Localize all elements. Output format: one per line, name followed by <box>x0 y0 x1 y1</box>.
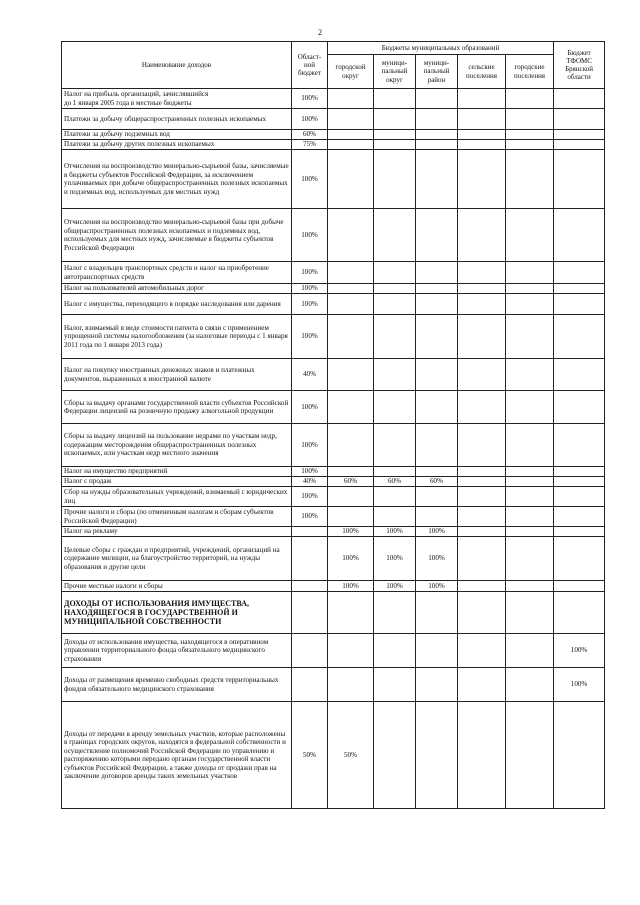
municipal-okrug-share-cell <box>374 668 416 702</box>
municipal-okrug-share-cell <box>374 391 416 424</box>
gorodskoy-okrug-share-cell <box>328 209 374 262</box>
rural-settlements-share-cell <box>458 592 506 634</box>
revenue-name-cell: Доходы от передачи в аренду земельных участков, которые расположены в границах городских округов, находятся в федеральной собственности и осуществление полномочий Российской Федерации по управлению и распоряжению которыми передано органам государственной власти субъектов Российской Федерации, а также доходы от продажи прав на заключение договоров аренды таких земельных участков <box>62 702 292 809</box>
rural-settlements-share-cell <box>458 581 506 592</box>
municipal-rayon-share-cell <box>416 359 458 391</box>
urban-settlements-share-cell <box>506 592 554 634</box>
gorodskoy-okrug-share-cell <box>328 130 374 140</box>
revenue-name-cell: ДОХОДЫ ОТ ИСПОЛЬЗОВАНИЯ ИМУЩЕСТВА, НАХОДЯЩЕГОСЯ В ГОСУДАРСТВЕННОЙ И МУНИЦИПАЛЬНОЙ СОБСТВЕННОСТИ <box>62 592 292 634</box>
urban-settlements-share-cell <box>506 140 554 150</box>
table-row <box>62 634 605 668</box>
oblast-share-cell: 100% <box>292 209 328 262</box>
oblast-share-cell: 100% <box>292 487 328 507</box>
urban-settlements-share-cell <box>506 537 554 581</box>
municipal-okrug-share-cell <box>374 424 416 467</box>
revenue-name-cell: Отчисления на воспроизводство минерально-сырьевой базы при добыче общераспространенных полезных ископаемых и подземных вод, используемых для местных нужд, зачисляемые в бюджеты субъектов Российской Федерации <box>62 209 292 262</box>
oblast-share-cell: 100% <box>292 424 328 467</box>
rural-settlements-share-cell <box>458 507 506 527</box>
table-row <box>62 209 605 262</box>
gorodskoy-okrug-share-cell: 100% <box>328 537 374 581</box>
header-municipal-rayon: муници- пальный район <box>416 55 458 89</box>
urban-settlements-share-cell <box>506 527 554 537</box>
municipal-rayon-share-cell: 100% <box>416 537 458 581</box>
table-row <box>62 668 605 702</box>
table-row <box>62 537 605 581</box>
table-row <box>62 109 605 130</box>
municipal-rayon-share-cell <box>416 487 458 507</box>
municipal-okrug-share-cell <box>374 140 416 150</box>
header-rural-settlements: сельские поселения <box>458 55 506 89</box>
tfoms-share-cell <box>554 140 605 150</box>
municipal-rayon-share-cell <box>416 130 458 140</box>
municipal-rayon-share-cell <box>416 294 458 315</box>
rural-settlements-share-cell <box>458 634 506 668</box>
urban-settlements-share-cell <box>506 294 554 315</box>
gorodskoy-okrug-share-cell: 60% <box>328 477 374 487</box>
table-row <box>62 424 605 467</box>
gorodskoy-okrug-share-cell <box>328 284 374 294</box>
municipal-okrug-share-cell <box>374 634 416 668</box>
tfoms-share-cell <box>554 262 605 284</box>
revenue-name-cell: Налог с продаж <box>62 477 292 487</box>
gorodskoy-okrug-share-cell <box>328 487 374 507</box>
municipal-rayon-share-cell <box>416 89 458 109</box>
municipal-rayon-share-cell <box>416 391 458 424</box>
rural-settlements-share-cell <box>458 140 506 150</box>
municipal-rayon-share-cell <box>416 467 458 477</box>
oblast-share-cell: 100% <box>292 507 328 527</box>
municipal-okrug-share-cell <box>374 294 416 315</box>
revenue-distribution-table <box>61 41 605 809</box>
tfoms-share-cell <box>554 294 605 315</box>
rural-settlements-share-cell <box>458 477 506 487</box>
header-municipal-okrug: муници- пальный округ <box>374 55 416 89</box>
rural-settlements-share-cell <box>458 262 506 284</box>
table-row <box>62 702 605 809</box>
municipal-okrug-share-cell: 100% <box>374 527 416 537</box>
municipal-okrug-share-cell <box>374 467 416 477</box>
table-row <box>62 262 605 284</box>
gorodskoy-okrug-share-cell <box>328 109 374 130</box>
tfoms-share-cell <box>554 527 605 537</box>
gorodskoy-okrug-share-cell: 50% <box>328 702 374 809</box>
table-row <box>62 507 605 527</box>
gorodskoy-okrug-share-cell <box>328 424 374 467</box>
oblast-share-cell: 75% <box>292 140 328 150</box>
municipal-okrug-share-cell <box>374 702 416 809</box>
gorodskoy-okrug-share-cell <box>328 467 374 477</box>
municipal-okrug-share-cell <box>374 507 416 527</box>
revenue-name-cell: Платежи за добычу других полезных ископаемых <box>62 140 292 150</box>
header-oblast-budget: Област- ной бюджет <box>292 42 328 89</box>
urban-settlements-share-cell <box>506 507 554 527</box>
gorodskoy-okrug-share-cell <box>328 507 374 527</box>
tfoms-share-cell <box>554 581 605 592</box>
revenue-name-cell: Платежи за добычу подземных вод <box>62 130 292 140</box>
revenue-name-cell: Налог с владельцев транспортных средств и налог на приобретение автотранспортных средств <box>62 262 292 284</box>
table-row <box>62 315 605 359</box>
rural-settlements-share-cell <box>458 89 506 109</box>
urban-settlements-share-cell <box>506 424 554 467</box>
oblast-share-cell: 60% <box>292 130 328 140</box>
revenue-name-cell: Доходы от размещения временно свободных средств территориальных фондов обязательного медицинского страхования <box>62 668 292 702</box>
gorodskoy-okrug-share-cell <box>328 89 374 109</box>
municipal-rayon-share-cell <box>416 315 458 359</box>
gorodskoy-okrug-share-cell <box>328 140 374 150</box>
table-row <box>62 130 605 140</box>
municipal-rayon-share-cell <box>416 702 458 809</box>
urban-settlements-share-cell <box>506 284 554 294</box>
oblast-share-cell <box>292 581 328 592</box>
urban-settlements-share-cell <box>506 209 554 262</box>
rural-settlements-share-cell <box>458 209 506 262</box>
urban-settlements-share-cell <box>506 262 554 284</box>
oblast-share-cell: 50% <box>292 702 328 809</box>
table-row <box>62 150 605 209</box>
revenue-name-cell: Налог на имущество предприятий <box>62 467 292 477</box>
municipal-rayon-share-cell <box>416 209 458 262</box>
oblast-share-cell: 100% <box>292 150 328 209</box>
header-gorodskoy-okrug: городской округ <box>328 55 374 89</box>
municipal-okrug-share-cell <box>374 262 416 284</box>
table-row <box>62 477 605 487</box>
rural-settlements-share-cell <box>458 294 506 315</box>
oblast-share-cell <box>292 634 328 668</box>
header-urban-settlements: городские поселения <box>506 55 554 89</box>
oblast-share-cell: 100% <box>292 262 328 284</box>
rural-settlements-share-cell <box>458 284 506 294</box>
revenue-name-cell: Прочие налоги и сборы (по отмененным налогам и сборам субъектов Российской Федерации) <box>62 507 292 527</box>
urban-settlements-share-cell <box>506 702 554 809</box>
table-row <box>62 592 605 634</box>
revenue-name-cell: Платежи за добычу общераспространенных полезных ископаемых <box>62 109 292 130</box>
revenue-name-cell: Целевые сборы с граждан и предприятий, учреждений, организаций на содержание милиции, на благоустройство территорий, на нужды образования и другие цели <box>62 537 292 581</box>
tfoms-share-cell <box>554 130 605 140</box>
tfoms-share-cell <box>554 702 605 809</box>
municipal-rayon-share-cell <box>416 109 458 130</box>
table-body <box>62 89 605 809</box>
rural-settlements-share-cell <box>458 668 506 702</box>
urban-settlements-share-cell <box>506 668 554 702</box>
municipal-okrug-share-cell: 100% <box>374 581 416 592</box>
oblast-share-cell: 100% <box>292 284 328 294</box>
urban-settlements-share-cell <box>506 581 554 592</box>
urban-settlements-share-cell <box>506 634 554 668</box>
municipal-rayon-share-cell <box>416 507 458 527</box>
municipal-rayon-share-cell: 60% <box>416 477 458 487</box>
municipal-rayon-share-cell <box>416 424 458 467</box>
oblast-share-cell: 100% <box>292 467 328 477</box>
tfoms-share-cell <box>554 109 605 130</box>
municipal-okrug-share-cell <box>374 89 416 109</box>
page-number: 2 <box>318 28 322 37</box>
tfoms-share-cell <box>554 537 605 581</box>
urban-settlements-share-cell <box>506 109 554 130</box>
municipal-okrug-share-cell <box>374 315 416 359</box>
header-revenue-name: Наименование доходов <box>62 42 292 89</box>
gorodskoy-okrug-share-cell <box>328 294 374 315</box>
oblast-share-cell: 100% <box>292 89 328 109</box>
tfoms-share-cell <box>554 487 605 507</box>
rural-settlements-share-cell <box>458 359 506 391</box>
gorodskoy-okrug-share-cell: 100% <box>328 527 374 537</box>
urban-settlements-share-cell <box>506 150 554 209</box>
oblast-share-cell: 100% <box>292 109 328 130</box>
table-row <box>62 391 605 424</box>
header-tfoms-budget: Бюджет ТФОМС Брянской области <box>554 42 605 89</box>
gorodskoy-okrug-share-cell <box>328 150 374 209</box>
tfoms-share-cell <box>554 477 605 487</box>
municipal-rayon-share-cell <box>416 634 458 668</box>
tfoms-share-cell <box>554 507 605 527</box>
urban-settlements-share-cell <box>506 130 554 140</box>
revenue-name-cell: Сбор на нужды образовательных учреждений, взимаемый с юридических лиц <box>62 487 292 507</box>
table-row <box>62 359 605 391</box>
table-row <box>62 89 605 109</box>
header-municipal-budgets: Бюджеты муниципальных образований <box>328 42 554 55</box>
municipal-rayon-share-cell: 100% <box>416 581 458 592</box>
rural-settlements-share-cell <box>458 391 506 424</box>
table-row <box>62 294 605 315</box>
tfoms-share-cell <box>554 315 605 359</box>
oblast-share-cell <box>292 592 328 634</box>
municipal-rayon-share-cell <box>416 262 458 284</box>
revenue-name-cell: Налог на рекламу <box>62 527 292 537</box>
municipal-okrug-share-cell <box>374 592 416 634</box>
rural-settlements-share-cell <box>458 130 506 140</box>
table-row <box>62 284 605 294</box>
municipal-okrug-share-cell: 60% <box>374 477 416 487</box>
table-row <box>62 581 605 592</box>
tfoms-share-cell <box>554 592 605 634</box>
urban-settlements-share-cell <box>506 315 554 359</box>
gorodskoy-okrug-share-cell <box>328 668 374 702</box>
oblast-share-cell <box>292 537 328 581</box>
revenue-name-cell: Налог на пользователей автомобильных дорог <box>62 284 292 294</box>
gorodskoy-okrug-share-cell <box>328 359 374 391</box>
rural-settlements-share-cell <box>458 527 506 537</box>
revenue-name-cell: Сборы за выдачу органами государственной власти субъектов Российской Федерации лицензий на розничную продажу алкогольной продукции <box>62 391 292 424</box>
rural-settlements-share-cell <box>458 424 506 467</box>
rural-settlements-share-cell <box>458 467 506 477</box>
revenue-name-cell: Налог с имущества, переходящего в порядке наследования или дарения <box>62 294 292 315</box>
rural-settlements-share-cell <box>458 537 506 581</box>
tfoms-share-cell: 100% <box>554 634 605 668</box>
municipal-okrug-share-cell: 100% <box>374 537 416 581</box>
gorodskoy-okrug-share-cell <box>328 262 374 284</box>
oblast-share-cell: 100% <box>292 294 328 315</box>
municipal-okrug-share-cell <box>374 109 416 130</box>
gorodskoy-okrug-share-cell <box>328 634 374 668</box>
municipal-rayon-share-cell <box>416 150 458 209</box>
tfoms-share-cell <box>554 89 605 109</box>
oblast-share-cell <box>292 527 328 537</box>
table-row <box>62 487 605 507</box>
rural-settlements-share-cell <box>458 702 506 809</box>
gorodskoy-okrug-share-cell <box>328 592 374 634</box>
municipal-okrug-share-cell <box>374 284 416 294</box>
revenue-name-cell: Налог на покупку иностранных денежных знаков и платежных документов, выраженных в иностранной валюте <box>62 359 292 391</box>
rural-settlements-share-cell <box>458 315 506 359</box>
oblast-share-cell: 100% <box>292 391 328 424</box>
tfoms-share-cell <box>554 209 605 262</box>
oblast-share-cell <box>292 668 328 702</box>
urban-settlements-share-cell <box>506 391 554 424</box>
oblast-share-cell: 40% <box>292 359 328 391</box>
revenue-name-cell: Налог на прибыль организаций, зачислявшийся до 1 января 2005 года в местные бюджеты <box>62 89 292 109</box>
urban-settlements-share-cell <box>506 487 554 507</box>
municipal-okrug-share-cell <box>374 130 416 140</box>
tfoms-share-cell <box>554 359 605 391</box>
tfoms-share-cell <box>554 391 605 424</box>
municipal-rayon-share-cell <box>416 592 458 634</box>
tfoms-share-cell <box>554 467 605 477</box>
revenue-name-cell: Доходы от использования имущества, находящегося в оперативном управлении территориального фонда обязательного медицинского страхования <box>62 634 292 668</box>
gorodskoy-okrug-share-cell <box>328 315 374 359</box>
rural-settlements-share-cell <box>458 150 506 209</box>
tfoms-share-cell <box>554 150 605 209</box>
urban-settlements-share-cell <box>506 89 554 109</box>
table-row <box>62 140 605 150</box>
oblast-share-cell: 40% <box>292 477 328 487</box>
urban-settlements-share-cell <box>506 477 554 487</box>
urban-settlements-share-cell <box>506 467 554 477</box>
municipal-rayon-share-cell: 100% <box>416 527 458 537</box>
urban-settlements-share-cell <box>506 359 554 391</box>
revenue-name-cell: Прочие местные налоги и сборы <box>62 581 292 592</box>
table-row <box>62 527 605 537</box>
municipal-rayon-share-cell <box>416 284 458 294</box>
tfoms-share-cell: 100% <box>554 668 605 702</box>
municipal-okrug-share-cell <box>374 150 416 209</box>
rural-settlements-share-cell <box>458 109 506 130</box>
municipal-rayon-share-cell <box>416 140 458 150</box>
municipal-okrug-share-cell <box>374 359 416 391</box>
gorodskoy-okrug-share-cell: 100% <box>328 581 374 592</box>
municipal-okrug-share-cell <box>374 487 416 507</box>
revenue-name-cell: Отчисления на воспроизводство минерально-сырьевой базы, зачисляемые в бюджеты субъектов Российской Федерации, за исключением уплачиваемых при добыче общераспространенных полезных ископаемых и подземных вод, используемых для местных нужд <box>62 150 292 209</box>
municipal-okrug-share-cell <box>374 209 416 262</box>
oblast-share-cell: 100% <box>292 315 328 359</box>
rural-settlements-share-cell <box>458 487 506 507</box>
tfoms-share-cell <box>554 284 605 294</box>
revenue-name-cell: Налог, взимаемый в виде стоимости патента в связи с применением упрощенной системы налогообложения (за налоговые периоды с 1 января 2011 года по 1 января 2013 года) <box>62 315 292 359</box>
tfoms-share-cell <box>554 424 605 467</box>
revenue-name-cell: Сборы за выдачу лицензий на пользование недрами по участкам недр, содержащим месторождения общераспространенных полезных ископаемых, или участкам недр местного значения <box>62 424 292 467</box>
table-row <box>62 467 605 477</box>
gorodskoy-okrug-share-cell <box>328 391 374 424</box>
municipal-rayon-share-cell <box>416 668 458 702</box>
